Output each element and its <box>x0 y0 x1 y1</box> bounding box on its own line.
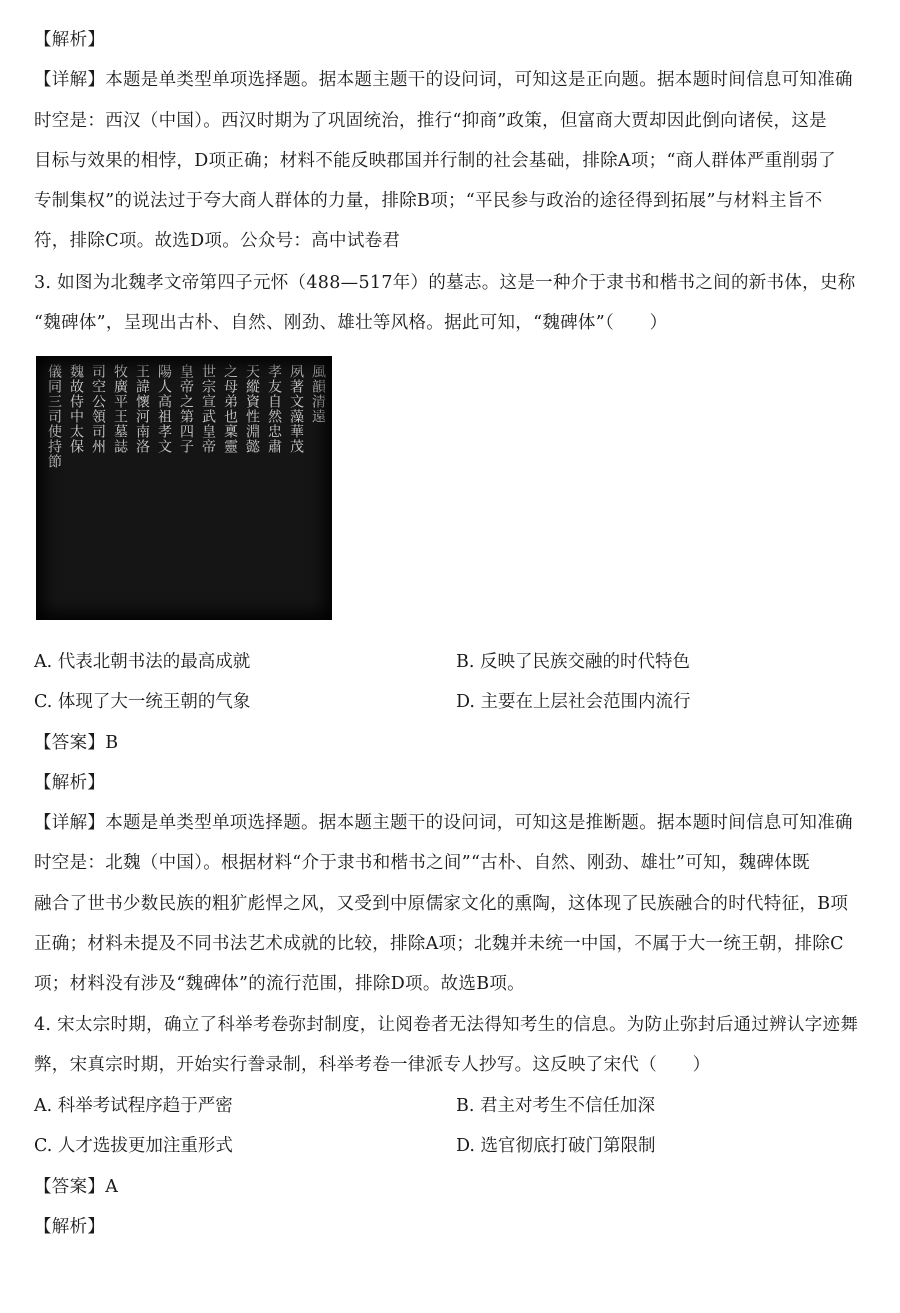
q2-explanation-line-5: 符，排除C项。故选D项。公众号：高中试卷君 <box>34 231 401 251</box>
q4-stem-line-2: 弊，宋真宗时期，开始实行誊录制，科举考卷一律派专人抄写。这反映了宋代（ ） <box>34 1055 711 1075</box>
q3-explanation-line-4: 正确；材料未提及不同书法艺术成就的比较，排除A项；北魏并未统一中国，不属于大一统王朝，排除C <box>34 934 844 954</box>
q3-option-a[interactable]: A. 代表北朝书法的最高成就 <box>34 652 251 672</box>
q4-answer: 【答案】A <box>34 1177 119 1197</box>
q3-analysis-heading: 【解析】 <box>34 773 106 793</box>
q3-answer: 【答案】B <box>34 733 119 753</box>
q2-explanation-line-4: 专制集权”的说法过于夸大商人群体的力量，排除B项；“平民参与政治的途径得到拓展”与材料主旨不 <box>34 191 823 211</box>
q4-option-d[interactable]: D. 选官彻底打破门第限制 <box>456 1136 656 1156</box>
q2-explanation-line-3: 目标与效果的相悖，D项正确；材料不能反映郡国并行制的社会基础，排除A项；“商人群体严重削弱了 <box>34 151 836 171</box>
q3-option-b[interactable]: B. 反映了民族交融的时代特色 <box>456 652 690 672</box>
q3-explanation-line-3: 融合了世书少数民族的粗犷彪悍之风，又受到中原儒家文化的熏陶，这体现了民族融合的时代特征，B项 <box>34 894 849 914</box>
q3-stem-line-2: “魏碑体”，呈现出古朴、自然、刚劲、雄壮等风格。据此可知，“魏碑体”（ ） <box>34 313 668 333</box>
q3-stem-line-1: 3. 如图为北魏孝文帝第四子元怀（488—517年）的墓志。这是一种介于隶书和楷书之间的新书体，史称 <box>34 273 856 293</box>
q4-stem-line-1: 4. 宋太宗时期，确立了科举考卷弥封制度，让阅卷者无法得知考生的信息。为防止弥封后通过辨认字迹舞 <box>34 1015 859 1035</box>
q3-explanation-line-5: 项；材料没有涉及“魏碑体”的流行范围，排除D项。故选B项。 <box>34 974 525 994</box>
q3-option-c[interactable]: C. 体现了大一统王朝的气象 <box>34 692 251 712</box>
epitaph-rubbing-image: 儀同三司使持節 魏故侍中太保 司空公領司州 牧廣平王墓誌 王諱懷河南洛 陽人高祖孝文 皇帝之第四子 世宗宣武皇帝 之母弟也稟靈 天縱資性淵懿 孝友自然忠肅 夙著文藻華茂 風韻清遠 <box>36 356 332 620</box>
q4-option-a[interactable]: A. 科举考试程序趋于严密 <box>34 1096 233 1116</box>
q4-option-c[interactable]: C. 人才选拔更加注重形式 <box>34 1136 233 1156</box>
q3-explanation-line-2: 时空是：北魏（中国）。根据材料“介于隶书和楷书之间”“古朴、自然、刚劲、雄壮”可知，魏碑体既 <box>34 853 810 873</box>
q2-explanation-line-1: 【详解】本题是单类型单项选择题。据本题主题干的设问词，可知这是正向题。据本题时间信息可知准确 <box>34 70 853 90</box>
q3-explanation-line-1: 【详解】本题是单类型单项选择题。据本题主题干的设问词，可知这是推断题。据本题时间信息可知准确 <box>34 813 853 833</box>
analysis-heading: 【解析】 <box>34 30 106 50</box>
q3-option-d[interactable]: D. 主要在上层社会范围内流行 <box>456 692 691 712</box>
q4-option-b[interactable]: B. 君主对考生不信任加深 <box>456 1096 655 1116</box>
q2-explanation-line-2: 时空是：西汉（中国）。西汉时期为了巩固统治，推行“抑商”政策，但富商大贾却因此倒向诸侯，这是 <box>34 111 827 131</box>
q4-analysis-heading: 【解析】 <box>34 1217 106 1237</box>
